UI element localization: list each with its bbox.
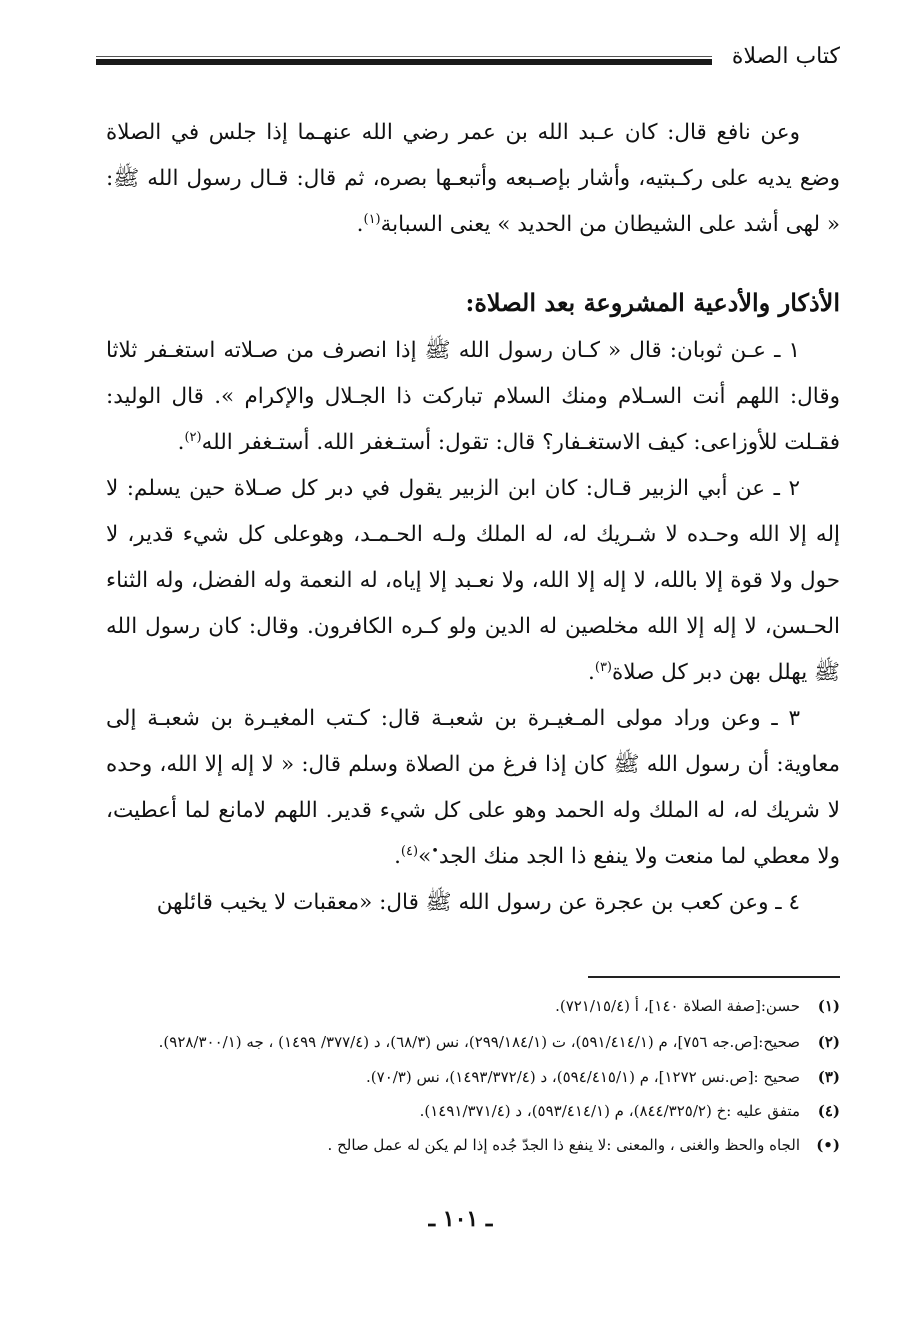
footnote-ref-2: (٢) xyxy=(184,429,202,445)
item-2-end: . xyxy=(588,660,595,685)
footnote-number: (١) xyxy=(817,997,840,1015)
footnote-text: متفق عليه :خ (٨٤٤/٣٢٥/٢)، م (٥٩٣/٤١٤/١)، د (١٤٩١/٣٧١/٤). xyxy=(419,1102,800,1120)
item-1-text: ١ ـ عـن ثوبان: قال « كـان رسول الله ﷺ إذا انصرف من صـلاته استغـفر ثلاثا وقال: اللهم أنت السـلام ومنك السلام تباركت ذا الجـلال والإكرام ». قال الوليد: فقـلت للأوزاعى: كيف الاستغـفار؟ قال: تقول: أستـغفر الله. أستـغفر الله xyxy=(106,338,840,455)
item-2-text: ٢ ـ عن أبي الزبير قـال: كان ابن الزبير يقول في دبر كل صـلاة حين يسلم: لا إله إلا الله وحـده لا شـريك له، له الملك ولـه الحـمـد، وهوعلى كل شيء قدير، لا حول ولا قوة إلا بالله، لا إله إلا الله، ولا نعـبد إلا إياه، له النعمة وله الفضل، وله الثناء الحـسن، لا إله إلا الله مخلصين له الدين ولو كـره الكافرون. وقال: كان رسول الله ﷺ يهلل بهن دبر كل صلاة xyxy=(106,476,840,685)
item-3-end: . xyxy=(394,844,401,869)
page-number: ـ ١٠١ ـ xyxy=(428,1206,493,1232)
footnote-ref-1: (١) xyxy=(363,211,381,227)
footnote-2 xyxy=(96,1024,840,1060)
footnote-text: صحيح :[ص.نس ١٢٧٢]، م (٥٩٤/٤١٥/١)، د (١٤٩٣/٣٧٢/٤)، نس (٧٠/٣). xyxy=(366,1068,800,1086)
item-3-text: ٣ ـ وعن وراد مولى المـغيـرة بن شعبـة قال: كـتب المغيـرة بن شعبـة إلى معاوية: أن رسول الله ﷺ كان إذا فرغ من الصلاة وسلم قال: « لا إله إلا الله، وحده لا شريك له، له الملك وله الحمد وهو على كل شيء قدير. اللهم لامانع لما أعطيت، ولا معطي لما منعت ولا ينفع ذا الجد منك الجد xyxy=(106,706,840,869)
footnote-1 xyxy=(96,988,840,1024)
intro-paragraph xyxy=(106,110,840,248)
footnote-star xyxy=(96,1128,840,1162)
header-rule-thin xyxy=(96,56,712,57)
intro-end: . xyxy=(356,212,364,237)
item-paragraph-2 xyxy=(106,466,840,696)
footnotes xyxy=(96,988,840,1162)
item-4-text: ٤ ـ وعن كعب بن عجرة عن رسول الله ﷺ قال: «معقبات لا يخيب قائلهن xyxy=(156,890,800,915)
footnote-number: (٢) xyxy=(817,1033,840,1051)
footnote-text: صحيح:[ص.جه ٧٥٦]، م (٥٩١/٤١٤/١)، ت (٢٩٩/١٨٤/١)، نس (٦٨/٣)، د (٣٧٧/٤/ ١٤٩٩) ، جه (٩٢٨/٣٠٠/١). xyxy=(158,1033,800,1051)
footnote-3 xyxy=(96,1060,840,1094)
footnote-ref-4: (٤) xyxy=(400,843,419,859)
intro-text: وعن نافع قال: كان عـبد الله بن عمر رضي الله عنهـما إذا جلس في الصلاة وضع يديه على ركـبتيه، وأشار بإصـبعه وأتبعـها بصره، ثم قال: قـال رسول الله ﷺ: « لهى أشد على الشيطان من الحديد » يعنى السبابة xyxy=(106,120,840,237)
footnote-number: (•) xyxy=(816,1136,840,1154)
item-3-close-quote: » xyxy=(418,844,432,869)
item-1-end: . xyxy=(177,430,185,455)
footnote-text: الجاه والحظ والغنى ، والمعنى :لا ينفع ذا الجدّ جُده إذا لم يكن له عمل صالح . xyxy=(327,1136,800,1154)
footnote-number: (٣) xyxy=(817,1068,840,1086)
main-text xyxy=(106,110,840,926)
header-rule xyxy=(96,59,712,65)
item-paragraph-4 xyxy=(106,880,840,926)
item-paragraph-1 xyxy=(106,328,840,466)
running-header xyxy=(96,40,840,74)
footnote-4 xyxy=(96,1094,840,1128)
footnote-ref-3: (٣) xyxy=(594,659,612,675)
header-title: كتاب الصلاة xyxy=(731,44,840,69)
footnote-ref-star: • xyxy=(431,843,439,859)
footnote-separator xyxy=(588,976,840,978)
footnote-text: حسن:[صفة الصلاة ١٤٠]، أ (٧٢١/١٥/٤). xyxy=(555,997,800,1015)
footnote-number: (٤) xyxy=(817,1102,840,1120)
item-paragraph-3 xyxy=(106,696,840,880)
section-heading: الأذكار والأدعية المشروعة بعد الصلاة: xyxy=(465,288,840,317)
